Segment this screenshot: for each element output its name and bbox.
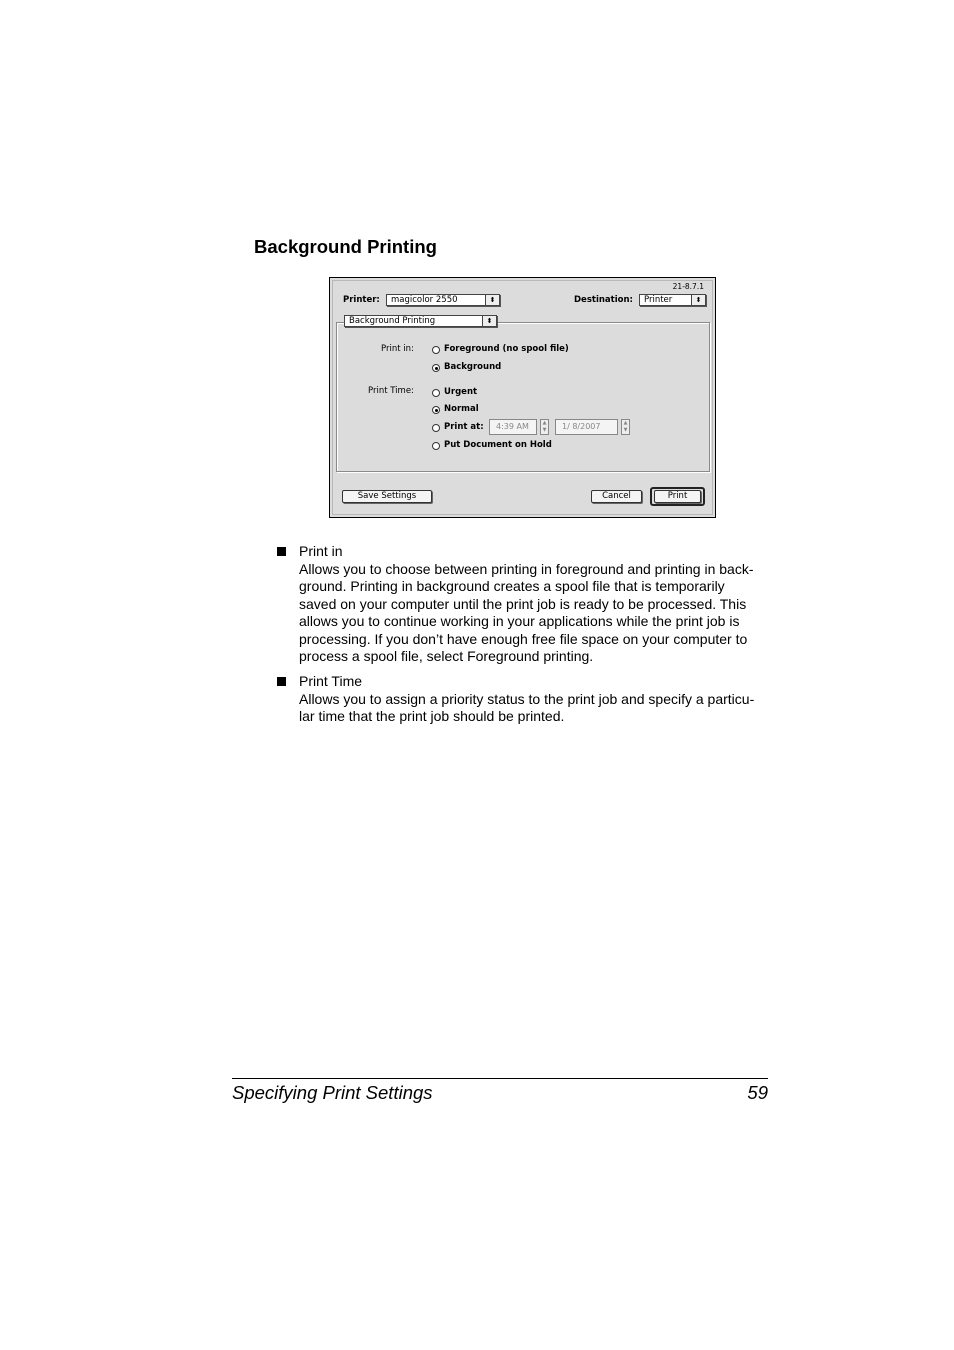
destination-popup[interactable] — [639, 294, 706, 306]
bullet-text — [299, 561, 777, 666]
radio-urgent-label: Urgent — [444, 387, 478, 397]
popup-arrows-icon: ⬍ — [485, 295, 499, 305]
bullet-print-in — [277, 543, 777, 666]
radio-background-label: Background — [444, 362, 502, 372]
bullet-line: lar time that the print job should be printed. — [299, 708, 565, 724]
radio-urgent[interactable] — [432, 389, 440, 397]
destination-label: Destination: — [574, 295, 633, 305]
time-field[interactable]: 4:39 AM — [489, 419, 537, 435]
radio-foreground[interactable] — [432, 346, 440, 354]
print-in-label: Print in: — [381, 344, 414, 354]
radio-print-at-label: Print at: — [444, 422, 484, 432]
bullet-title: Print Time — [299, 673, 363, 689]
bullet-square-icon — [277, 677, 286, 686]
radio-print-at[interactable] — [432, 424, 440, 432]
printer-popup[interactable] — [386, 294, 500, 306]
bullet-text — [299, 691, 777, 726]
bullet-print-time — [277, 673, 777, 726]
radio-background[interactable] — [432, 364, 440, 372]
bullet-line: processing. If you don’t have enough free file space on your computer to — [299, 630, 748, 647]
radio-normal-label: Normal — [444, 404, 479, 414]
section-heading: Background Printing — [254, 236, 437, 257]
bullet-line: saved on your computer until the print job is ready to be processed. This — [299, 595, 747, 612]
panel-popup[interactable] — [344, 315, 497, 327]
bullet-line: Allows you to assign a priority status to the print job and specify a particu- — [299, 690, 755, 707]
print-dialog-screenshot — [329, 277, 716, 518]
version-label: 21-8.7.1 — [672, 282, 704, 291]
panel-popup-value: Background Printing — [349, 316, 436, 326]
popup-arrows-icon: ⬍ — [691, 295, 705, 305]
print-time-label: Print Time: — [368, 386, 414, 396]
radio-foreground-label: Foreground (no spool file) — [444, 344, 569, 354]
page-number: 59 — [747, 1082, 768, 1103]
radio-normal[interactable] — [432, 406, 440, 414]
popup-arrows-icon: ⬍ — [482, 316, 496, 326]
printer-popup-value: magicolor 2550 — [391, 295, 458, 305]
radio-hold[interactable] — [432, 442, 440, 450]
printer-label: Printer: — [343, 295, 380, 305]
date-field[interactable]: 1/ 8/2007 — [555, 419, 618, 435]
bullet-line: process a spool file, select Foreground printing. — [299, 648, 594, 664]
bullet-square-icon — [277, 547, 286, 556]
date-stepper[interactable]: ▲ ▼ — [621, 419, 630, 435]
bullet-line: ground. Printing in background creates a spool file that is temporarily — [299, 578, 725, 594]
destination-popup-value: Printer — [644, 295, 673, 305]
footer-divider — [232, 1078, 768, 1079]
save-settings-button[interactable]: Save Settings — [342, 490, 432, 503]
bullet-title: Print in — [299, 543, 343, 559]
bullet-line: Allows you to choose between printing in foreground and printing in back- — [299, 560, 754, 577]
bullet-line: allows you to continue working in your applications while the print job is — [299, 613, 740, 629]
print-button[interactable]: Print — [654, 490, 701, 503]
radio-hold-label: Put Document on Hold — [444, 440, 552, 450]
time-stepper[interactable]: ▲ ▼ — [540, 419, 549, 435]
cancel-button[interactable]: Cancel — [591, 490, 642, 503]
footer-title: Specifying Print Settings — [232, 1082, 433, 1103]
